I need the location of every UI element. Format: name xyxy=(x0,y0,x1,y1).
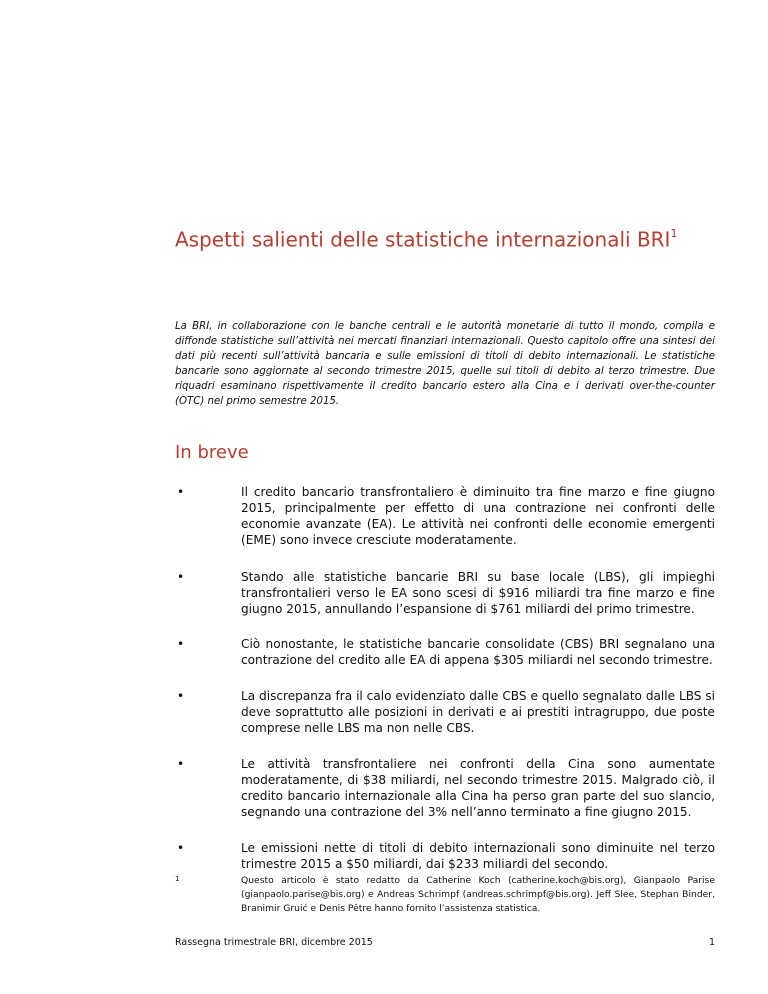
list-item xyxy=(175,688,715,736)
list-item xyxy=(175,756,715,820)
list-item xyxy=(175,569,715,617)
bullet-icon: • xyxy=(177,689,185,703)
bullet-icon: • xyxy=(177,757,185,771)
bullet-text: Le emissioni nette di titoli di debito internazionali sono diminuite nel terzo trimestre 2015 a $50 miliardi, dai $233 miliardi del secondo. xyxy=(241,841,715,871)
bullet-text: Stando alle statistiche bancarie BRI su base locale (LBS), gli impieghi transfrontalieri verso le EA sono scesi di $916 miliardi tra fine marzo e fine giugno 2015, annullando l’espansione di $761 miliardi del primo trimestre. xyxy=(241,570,715,616)
title-footnote-ref[interactable]: 1 xyxy=(670,227,678,240)
bullet-icon: • xyxy=(177,570,185,584)
footer-publication: Rassegna trimestrale BRI, dicembre 2015 xyxy=(175,937,373,948)
page-title xyxy=(175,222,735,254)
bullet-icon: • xyxy=(177,841,185,855)
bullet-text: Le attività transfrontaliere nei confronti della Cina sono aumentate moderatamente, di $38 miliardi, nel secondo trimestre 2015. Malgrado ciò, il credito bancario internazionale alla Cina ha perso gran parte del suo slancio, segnando una contrazione del 3% nell’anno terminato a fine giugno 2015. xyxy=(241,757,715,819)
bullet-icon: • xyxy=(177,485,185,499)
list-item xyxy=(175,840,715,872)
footnote-text: Questo articolo è stato redatto da Catherine Koch (catherine.koch@bis.org), Gianpaolo Parise (gianpaolo.parise@bis.org) e Andreas Schrimpf (andreas.schrimpf@bis.org). Jeff Slee, Stephan Binder, Branimir Gruić e Denis Pêtre hanno fornito l’assistenza statistica. xyxy=(241,875,715,914)
bullet-text: Il credito bancario transfrontaliero è diminuito tra fine marzo e fine giugno 2015, principalmente per effetto di una contrazione nei confronti delle economie avanzate (EA). Le attività nei confronti delle economie emergenti (EME) sono invece cresciute moderatamente. xyxy=(241,485,715,547)
bullet-icon: • xyxy=(177,637,185,651)
footnote xyxy=(175,874,715,916)
list-item xyxy=(175,636,715,668)
section-heading: In breve xyxy=(175,442,249,463)
list-item xyxy=(175,484,715,548)
bullet-list xyxy=(175,484,715,872)
bullet-text: La discrepanza fra il calo evidenziato dalle CBS e quello segnalato dalle LBS si deve soprattutto alle posizioni in derivati e ai prestiti intragruppo, due poste comprese nelle LBS ma non nelle CBS. xyxy=(241,689,715,735)
title-text: Aspetti salienti delle statistiche internazionali BRI xyxy=(175,227,671,252)
footnote-number: 1 xyxy=(175,875,180,883)
page-number: 1 xyxy=(708,937,715,948)
bullet-text: Ciò nonostante, le statistiche bancarie consolidate (CBS) BRI segnalano una contrazione del credito alle EA di appena $305 miliardi nel secondo trimestre. xyxy=(241,637,715,667)
intro-paragraph: La BRI, in collaborazione con le banche centrali e le autorità monetarie di tutto il mondo, compila e diffonde statistiche sull’attività nei mercati finanziari internazionali. Questo capitolo offre una sintesi dei dati più recenti sull’attività bancaria e sulle emissioni di titoli di debito internazionali. Le statistiche bancarie sono aggiornate al secondo trimestre 2015, quelle sui titoli di debito al terzo trimestre. Due riquadri esaminano rispettivamente il credito bancario estero alla Cina e i derivati over-the-counter (OTC) nel primo semestre 2015. xyxy=(175,321,715,407)
